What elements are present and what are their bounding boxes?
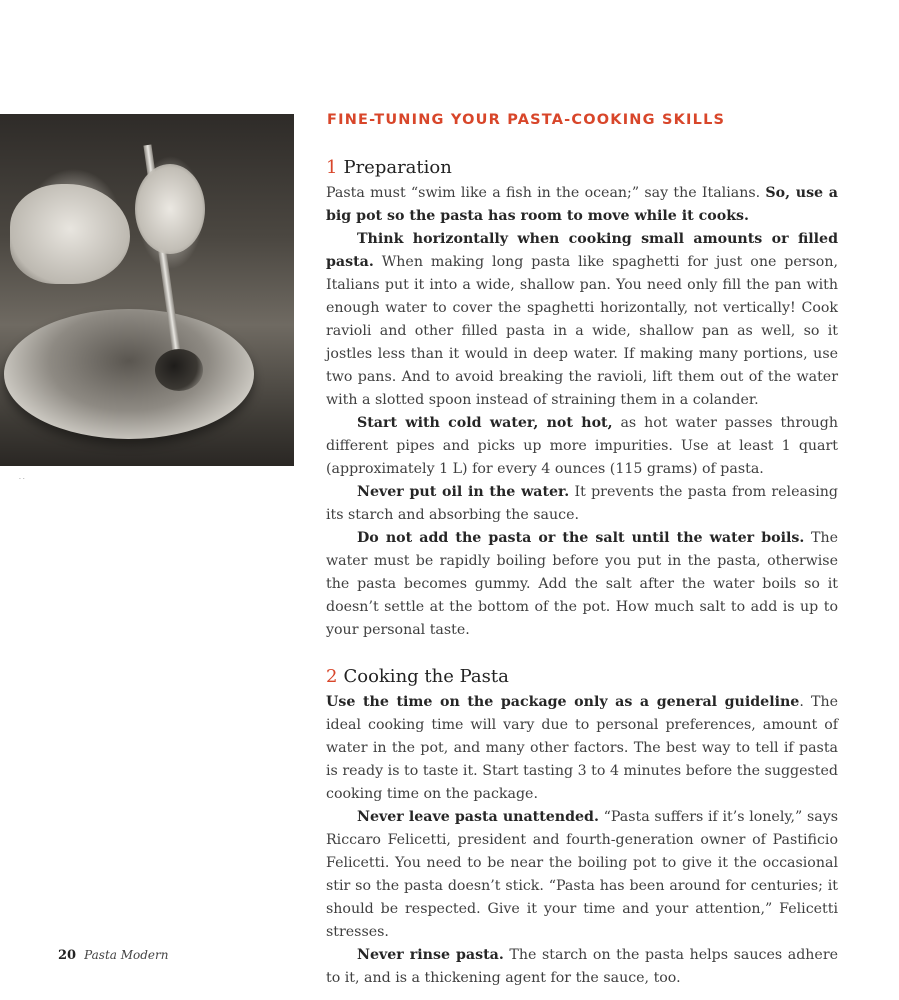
paragraph: Never rinse pasta. The starch on the pasta helps sauces adhere to it, and is a thickening agent for the sauce, too. <box>326 947 838 986</box>
section-title: Cooking the Pasta <box>343 666 509 687</box>
section-heading-preparation <box>326 154 838 182</box>
photo-right-hand <box>135 164 205 254</box>
photo-ladle-bowl <box>155 349 203 391</box>
paragraph: Never leave pasta unattended. “Pasta suffers if it’s lonely,” says Riccaro Felicetti, president and fourth-generation owner of Pastificio Felicetti. You need to be near the boiling pot to give it the occasional stir so the pasta doesn’t stick. “Pasta has been around for centuries; it should be respected. Give it your time and your attention,” Felicetti stresses. <box>326 809 838 940</box>
photo-left-hand <box>10 184 130 284</box>
page-number: 20 <box>58 948 77 963</box>
paragraph: Never put oil in the water. It prevents the pasta from releasing its starch and absorbing the sauce. <box>326 484 838 523</box>
photo-pan <box>4 309 254 439</box>
section-title: Preparation <box>343 157 452 178</box>
section-number: 1 <box>326 157 338 178</box>
page-footer <box>58 948 169 963</box>
paragraph: Pasta must “swim like a fish in the ocean;” say the Italians. So, use a big pot so the pasta has room to move while it cooks. <box>326 185 838 224</box>
page-heading: FINE-TUNING YOUR PASTA-COOKING SKILLS <box>327 112 726 128</box>
book-title: Pasta Modern <box>84 948 169 962</box>
section-heading-cooking <box>326 663 838 691</box>
paragraph: Think horizontally when cooking small amounts or filled pasta. When making long pasta like spaghetti for just one person, Italians put it into a wide, shallow pan. You need only fill the pan with enough water to cover the spaghetti horizontally, not vertically! Cook ravioli and other filled pasta in a wide, shallow pan as well, so it jostles less than it would in deep water. If making many portions, use two pans. And to avoid breaking the ravioli, lift them out of the water with a slotted spoon instead of straining them in a colander. <box>326 231 838 408</box>
article-body <box>326 154 838 990</box>
section-gap <box>326 642 838 663</box>
print-specks: · · <box>19 476 25 483</box>
paragraph: Use the time on the package only as a general guideline. The ideal cooking time will vary due to personal preferences, amount of water in the pot, and many other factors. The best way to tell if pasta is ready is to taste it. Start tasting 3 to 4 minutes before the suggested cooking time on the package. <box>326 694 838 802</box>
paragraph: Do not add the pasta or the salt until the water boils. The water must be rapidly boiling before you put in the pasta, otherwise the pasta becomes gummy. Add the salt after the water boils so it doesn’t settle at the bottom of the pot. How much salt to add is up to your personal taste. <box>326 530 838 638</box>
paragraph: Start with cold water, not hot, as hot water passes through different pipes and picks up more impurities. Use at least 1 quart (approximately 1 L) for every 4 ounces (115 grams) of pasta. <box>326 415 838 477</box>
section-number: 2 <box>326 666 338 687</box>
pasta-photo <box>0 114 294 466</box>
